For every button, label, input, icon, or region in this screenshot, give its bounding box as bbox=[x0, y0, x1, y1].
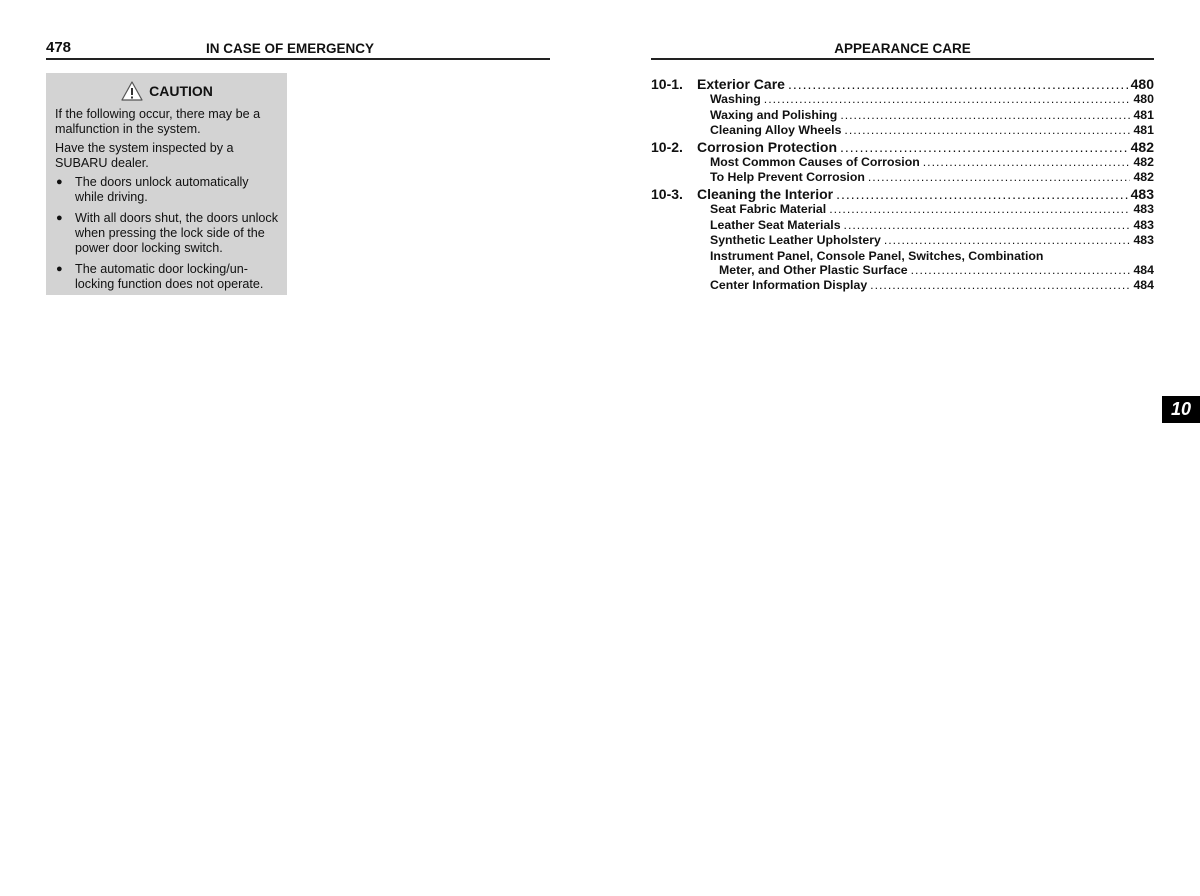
right-header-title: APPEARANCE CARE bbox=[834, 41, 971, 56]
caution-bullet-item bbox=[55, 211, 279, 256]
toc-item-row[interactable] bbox=[651, 263, 1154, 279]
caution-label: CAUTION bbox=[149, 82, 213, 99]
toc-page-number: 480 bbox=[1130, 76, 1154, 92]
page-number: 478 bbox=[46, 39, 72, 56]
chapter-tab[interactable]: 10 bbox=[1162, 396, 1200, 423]
bullet-dot-icon: ● bbox=[56, 263, 63, 275]
toc-item-row[interactable] bbox=[651, 155, 1154, 171]
caution-title bbox=[55, 79, 279, 103]
toc-dot-leader bbox=[840, 108, 1130, 124]
toc-item-row[interactable] bbox=[651, 278, 1154, 294]
toc-page-number: 480 bbox=[1133, 92, 1154, 106]
caution-bullet-text: The doors unlock automatically while driving. bbox=[75, 175, 249, 204]
caution-bullet-text: With all doors shut, the doors unlock when pressing the lock side of the power door locking switch. bbox=[75, 211, 279, 255]
right-header-rule bbox=[651, 58, 1154, 60]
toc-page-number: 484 bbox=[1133, 262, 1154, 277]
toc-item-row[interactable] bbox=[651, 202, 1154, 218]
toc-item-title: To Help Prevent Corrosion bbox=[710, 170, 865, 185]
caution-bullet-text: The automatic door locking/un-locking function does not operate. bbox=[75, 262, 264, 291]
bullet-dot-icon: ● bbox=[56, 212, 63, 224]
toc-item-title: Synthetic Leather Upholstery bbox=[710, 233, 881, 248]
toc-item-title: Most Common Causes of Corrosion bbox=[710, 154, 920, 169]
toc-item-title: Waxing and Polishing bbox=[710, 107, 838, 122]
toc-page-number: 483 bbox=[1133, 217, 1154, 232]
table-of-contents bbox=[651, 76, 1154, 294]
toc-item-title: Center Information Display bbox=[710, 278, 868, 293]
toc-item-row[interactable] bbox=[651, 218, 1154, 234]
toc-item-row[interactable] bbox=[651, 123, 1154, 139]
toc-dot-leader bbox=[884, 233, 1131, 249]
caution-paragraph: Have the system inspected by a SUBARU dealer. bbox=[55, 141, 234, 170]
toc-dot-leader bbox=[870, 278, 1130, 294]
toc-dot-leader bbox=[836, 186, 1128, 202]
left-header-title: IN CASE OF EMERGENCY bbox=[206, 41, 375, 56]
toc-page-number: 483 bbox=[1130, 185, 1154, 202]
toc-item-title-line2: Meter, and Other Plastic Surface bbox=[719, 262, 908, 277]
caution-bullet-item bbox=[55, 262, 279, 292]
toc-section-title: Corrosion Protection bbox=[697, 138, 838, 155]
toc-page-number: 482 bbox=[1133, 170, 1154, 185]
toc-item-title: Seat Fabric Material bbox=[710, 201, 827, 216]
warning-icon bbox=[121, 81, 143, 101]
toc-item-row[interactable] bbox=[651, 233, 1154, 249]
left-header-rule bbox=[46, 58, 550, 60]
toc-section-row[interactable] bbox=[651, 186, 1154, 202]
caution-bullet-list bbox=[55, 175, 279, 292]
toc-dot-leader bbox=[764, 92, 1131, 108]
toc-page-number: 481 bbox=[1133, 123, 1154, 138]
toc-section-number: 10-1. bbox=[651, 76, 683, 92]
toc-dot-leader bbox=[840, 139, 1128, 155]
toc-dot-leader bbox=[788, 76, 1128, 92]
caution-box bbox=[46, 73, 287, 295]
toc-item-title: Leather Seat Materials bbox=[710, 217, 841, 232]
toc-page-number: 483 bbox=[1133, 233, 1154, 248]
toc-dot-leader bbox=[844, 218, 1131, 234]
toc-item-title-line1[interactable]: Instrument Panel, Console Panel, Switches, Combination bbox=[710, 248, 1044, 263]
toc-dot-leader bbox=[844, 123, 1130, 139]
toc-section-row[interactable] bbox=[651, 76, 1154, 92]
toc-dot-leader bbox=[923, 155, 1131, 171]
caution-paragraph: If the following occur, there may be a malfunction in the system. bbox=[55, 107, 261, 136]
toc-page-number: 483 bbox=[1133, 201, 1154, 216]
toc-item-title: Washing bbox=[710, 92, 761, 106]
toc-item-row[interactable] bbox=[651, 92, 1154, 108]
toc-item-row[interactable] bbox=[651, 170, 1154, 186]
toc-section-row[interactable] bbox=[651, 139, 1154, 155]
toc-dot-leader bbox=[868, 170, 1131, 186]
toc-section-title: Exterior Care bbox=[697, 76, 785, 92]
toc-dot-leader bbox=[911, 263, 1131, 279]
toc-page-number: 482 bbox=[1130, 138, 1154, 155]
caution-bullet-item bbox=[55, 175, 279, 205]
toc-page-number: 481 bbox=[1133, 107, 1154, 122]
toc-page-number: 482 bbox=[1133, 154, 1154, 169]
toc-section-title: Cleaning the Interior bbox=[697, 185, 834, 202]
bullet-dot-icon: ● bbox=[56, 176, 63, 188]
toc-section-number: 10-2. bbox=[651, 138, 683, 155]
toc-item-row[interactable] bbox=[651, 108, 1154, 124]
toc-section-number: 10-3. bbox=[651, 185, 683, 202]
toc-page-number: 484 bbox=[1133, 278, 1154, 293]
toc-item-title: Cleaning Alloy Wheels bbox=[710, 123, 842, 138]
toc-dot-leader bbox=[829, 202, 1130, 218]
